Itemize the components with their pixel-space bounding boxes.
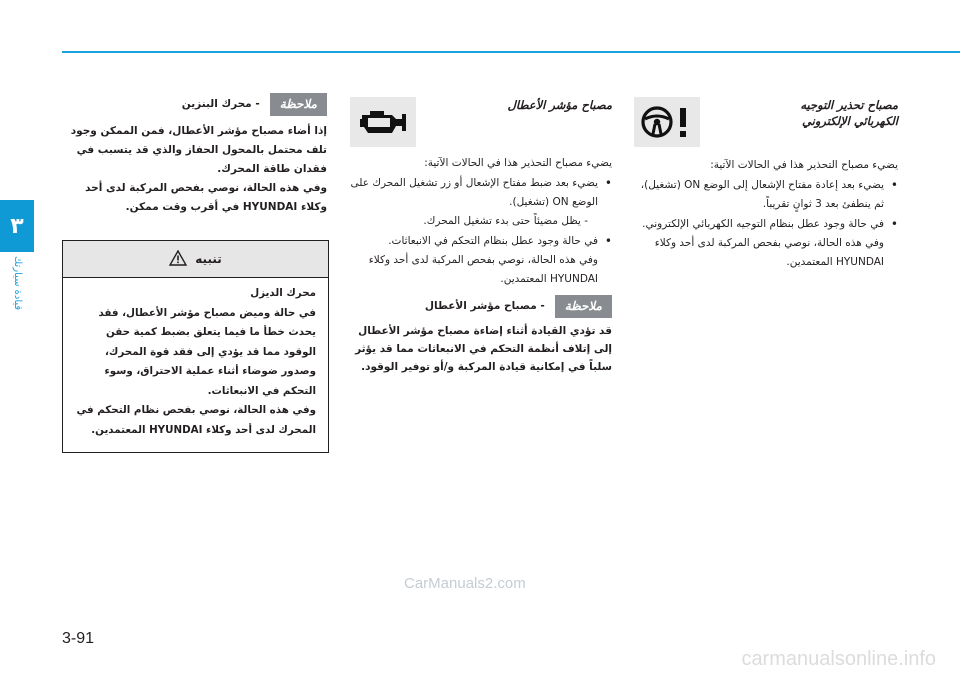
watermark[interactable]: CarManuals2.com — [404, 575, 526, 592]
note-header — [62, 93, 327, 116]
caution-text-2: وفي هذه الحالة، نوصي بفحص نظام التحكم في المحرك لدى أحد وكلاء HYUNDAI المعتمدين. — [76, 404, 316, 436]
left-column — [62, 93, 327, 217]
middle-column — [350, 154, 612, 376]
caution-label: محرك الديزل — [250, 287, 316, 299]
intro-text: يضيء مصباح التحذير هذا في الحالات الآتية: — [710, 159, 898, 171]
note-text: قد تؤدي القيادة أثناء إضاءة مصباح مؤشر الأعطال إلى إتلاف أنظمة التحكم في الانبعاثات مما قد يؤثر سلباً في إمكانية قيادة المركبة و/أو توفير الوقود. — [355, 325, 612, 373]
engine-check-icon — [350, 97, 416, 147]
heading-line2: الكهربائي الإلكتروني — [802, 114, 898, 128]
list-item: • يضيء بعد إعادة مفتاح الإشعال إلى الوضع ON (تشغيل)، ثم ينطفئ بعد 3 ثوانٍ تقريباً. — [634, 176, 898, 214]
middle-heading: مصباح مؤشر الأعطال — [507, 98, 612, 112]
intro-text: يضيء مصباح التحذير هذا في الحالات الآتية: — [424, 157, 612, 169]
note-badge: ملاحظة — [555, 295, 612, 318]
list-item — [350, 174, 612, 231]
bullet-text: في حالة وجود عطل بنظام التوجيه الكهربائي الإلكتروني. — [642, 218, 884, 230]
page-number: 3-91 — [62, 630, 95, 647]
caution-title: تنبيه — [195, 252, 222, 266]
bullet-text: في حالة وجود عطل بنظام التحكم في الانبعاثات. — [388, 235, 598, 247]
note-label: - محرك البنزين — [181, 98, 260, 110]
bullet-note: وفي هذه الحالة، نوصي بفحص المركبة لدى أحد وكلاء HYUNDAI المعتمدين. — [368, 254, 598, 285]
chapter-title: قيادة سيارتك — [12, 256, 23, 311]
heading-line1: مصباح تحذير التوجيه — [800, 98, 898, 112]
right-column — [634, 156, 898, 273]
header-rule — [62, 51, 960, 53]
list-item — [634, 215, 898, 272]
chapter-tab: ٣ — [0, 200, 34, 252]
footer-watermark[interactable]: carmanualsonline.info — [741, 648, 936, 670]
note-label: - مصباح مؤشر الأعطال — [424, 300, 545, 312]
list-item — [350, 232, 612, 289]
steering-warning-icon — [634, 97, 700, 147]
right-heading — [720, 97, 898, 129]
bullet-text: يضيء بعد ضبط مفتاح الإشعال أو زر تشغيل المحرك على الوضع ON (تشغيل). — [350, 177, 598, 208]
note-badge: ملاحظة — [270, 93, 327, 116]
bullet-dash: - يظل مضيئاً حتى بدء تشغيل المحرك. — [423, 215, 588, 227]
warning-triangle-icon — [169, 250, 187, 269]
bullet-note: وفي هذه الحالة، نوصي بفحص المركبة لدى أحد وكلاء HYUNDAI المعتمدين. — [654, 237, 884, 268]
caution-box — [62, 240, 329, 453]
caution-body — [63, 278, 328, 440]
note-text: إذا أضاء مصباح مؤشر الأعطال، فمن الممكن وجود تلف محتمل بالمحول الحفاز والذي قد يتسبب في فقدان طاقة المحرك. — [70, 125, 327, 175]
caution-text: في حالة وميض مصباح مؤشر الأعطال، فقد يحدث خطأ ما فيما يتعلق بضبط كمية حقن الوقود مما قد يؤدي إلى فقد قوة المحرك، وصدور ضوضاء أثناء عملية الاحتراق، وسوء التحكم في الانبعاثات. — [98, 306, 316, 397]
caution-header — [63, 241, 328, 278]
note-header — [350, 295, 612, 318]
note-text-2: وفي هذه الحالة، نوصي بفحص المركبة لدى أحد وكلاء HYUNDAI في أقرب وقت ممكن. — [85, 182, 327, 213]
